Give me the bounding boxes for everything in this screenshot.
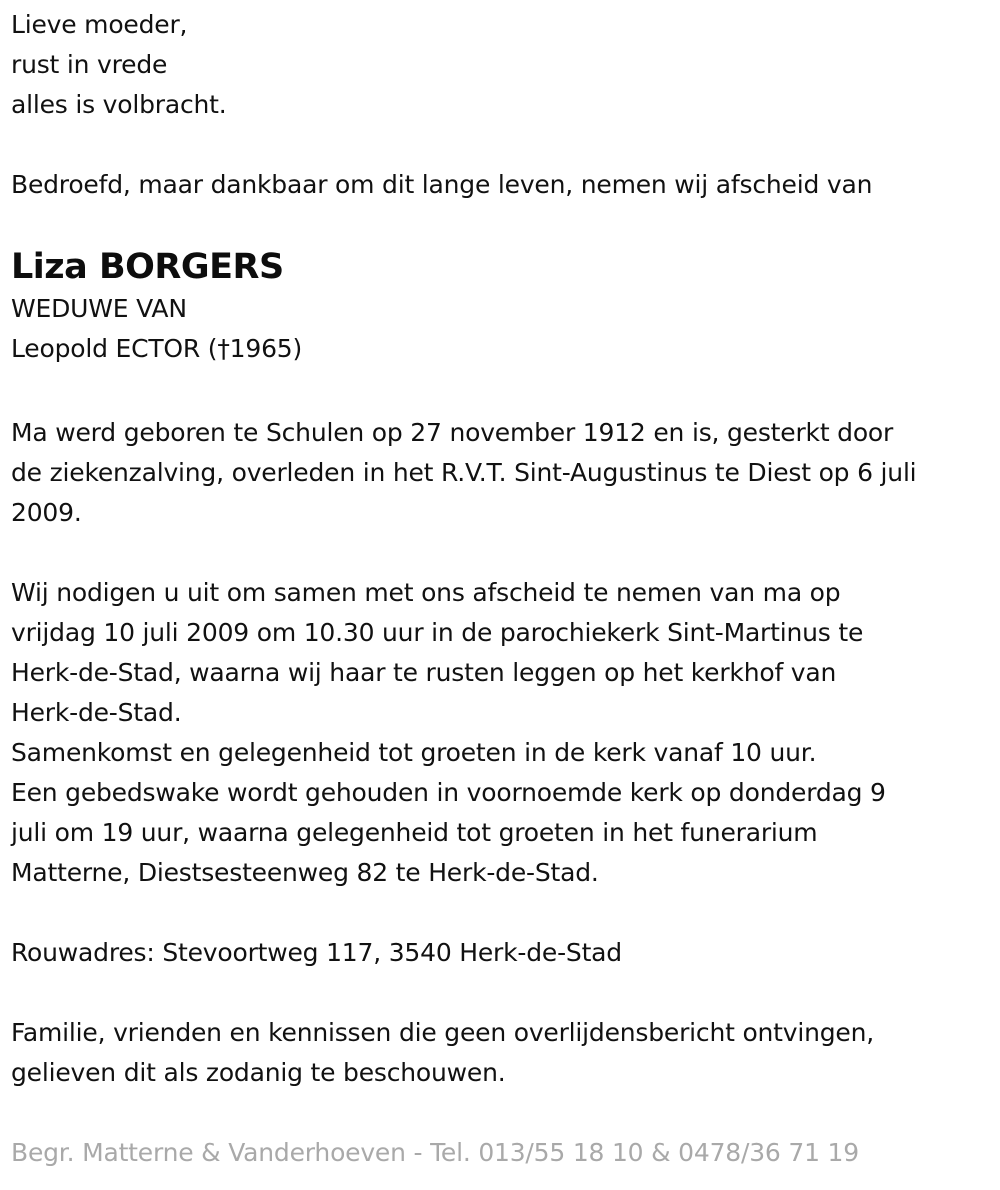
- paragraph-line: Wij nodigen u uit om samen met ons afscheid te nemen van ma op: [11, 578, 841, 607]
- paragraph-line: Matterne, Diestsesteenweg 82 te Herk-de-Stad.: [11, 858, 599, 887]
- paragraph-line: vrijdag 10 juli 2009 om 10.30 uur in de parochiekerk Sint-Martinus te: [11, 618, 864, 647]
- address-line: Rouwadres: Stevoortweg 117, 3540 Herk-de-Stad: [11, 938, 622, 967]
- opening-verse: [11, 5, 227, 125]
- invitation-paragraph: [11, 573, 886, 893]
- intro-text: [11, 165, 872, 205]
- paragraph-line: Herk-de-Stad, waarna wij haar te rusten leggen op het kerkhof van: [11, 658, 837, 687]
- family-notice: [11, 1013, 874, 1093]
- verse-line: rust in vrede: [11, 50, 168, 79]
- paragraph-line: Samenkomst en gelegenheid tot groeten in de kerk vanaf 10 uur.: [11, 738, 817, 767]
- paragraph-line: de ziekenzalving, overleden in het R.V.T. Sint-Augustinus te Diest op 6 juli: [11, 458, 917, 487]
- paragraph-line: Herk-de-Stad.: [11, 698, 182, 727]
- paragraph-line: Familie, vrienden en kennissen die geen overlijdensbericht ontvingen,: [11, 1018, 875, 1047]
- paragraph-line: Een gebedswake wordt gehouden in voornoemde kerk op donderdag 9: [11, 778, 886, 807]
- birth-death-paragraph: [11, 413, 916, 533]
- spouse-name: Leopold ECTOR (†1965): [11, 334, 303, 363]
- paragraph-line: gelieven dit als zodanig te beschouwen.: [11, 1058, 506, 1087]
- verse-line: Lieve moeder,: [11, 10, 188, 39]
- paragraph-line: 2009.: [11, 498, 82, 527]
- paragraph-line: Ma werd geboren te Schulen op 27 november 1912 en is, gesterkt door: [11, 418, 894, 447]
- paragraph-line: juli om 19 uur, waarna gelegenheid tot groeten in het funerarium: [11, 818, 818, 847]
- deceased-relation: WEDUWE VAN: [11, 294, 187, 323]
- undertaker-line: Begr. Matterne & Vanderhoeven - Tel. 013/55 18 10 & 0478/36 71 19: [11, 1138, 859, 1167]
- undertaker-contact: [11, 1133, 859, 1173]
- intro-line: Bedroefd, maar dankbaar om dit lange leven, nemen wij afscheid van: [11, 170, 873, 199]
- deceased-name: Liza BORGERS: [11, 247, 284, 287]
- deceased-block: [11, 245, 302, 369]
- mourning-address: [11, 933, 622, 973]
- verse-line: alles is volbracht.: [11, 90, 227, 119]
